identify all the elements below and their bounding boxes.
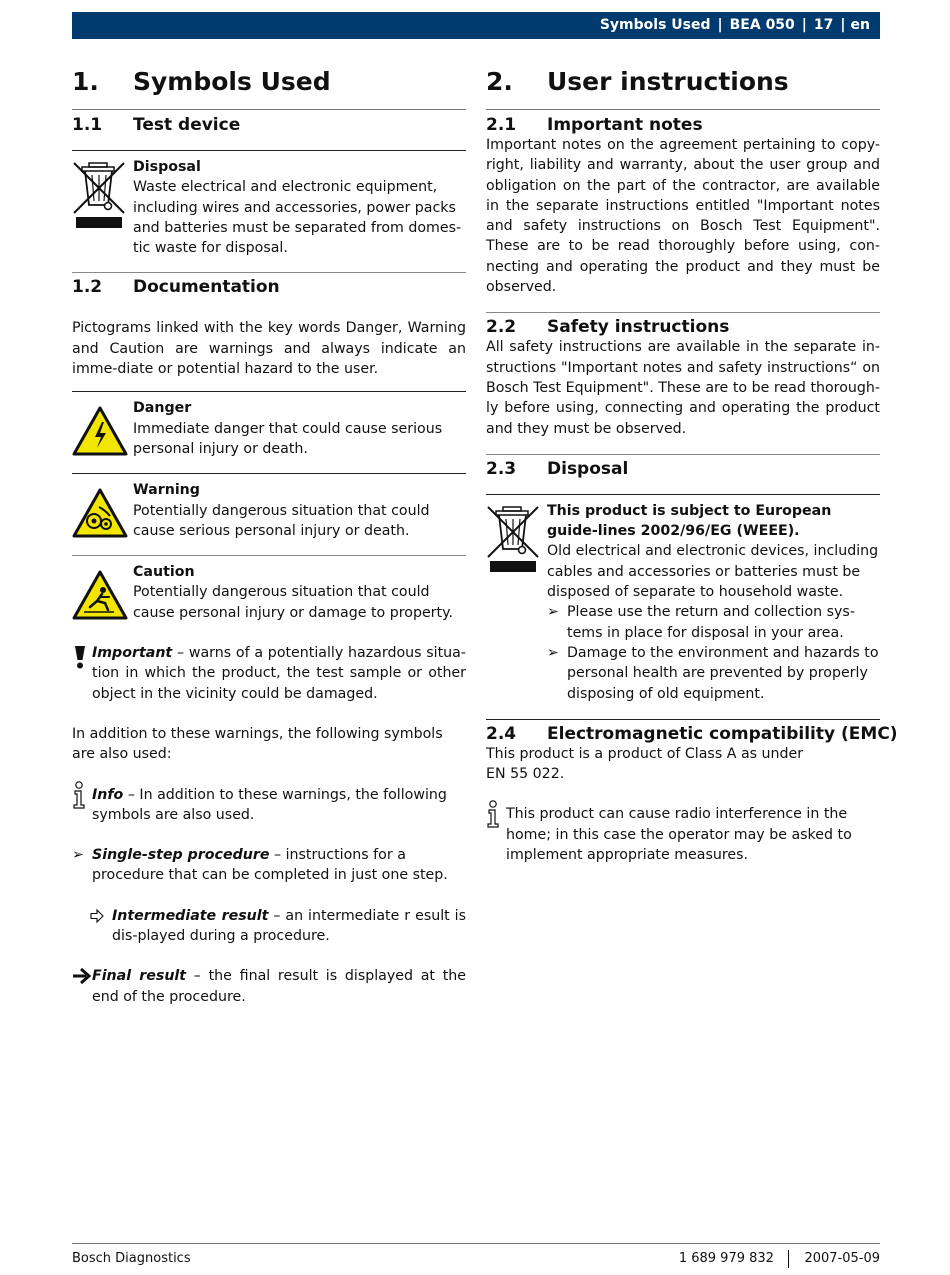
also-used-text: In addition to these warnings, the following symbols are also used:	[72, 725, 443, 763]
emc-info-note	[486, 804, 880, 865]
emc-text-line-1: This product is a product of Class A as under	[486, 745, 804, 762]
single-step-note: ➢ Single-step procedure – instructions for a procedure that can be completed in just one step.	[72, 847, 448, 884]
header-manual: BEA 050	[729, 17, 795, 33]
page-header-bar: Symbols Used | BEA 050 | 17 | en	[72, 12, 880, 39]
list-item: ➢ Please use the return and collection sys-tems in place for disposal in your area.	[547, 604, 855, 641]
pictogram-intro: Pictograms linked with the key words Danger, Warning and Caution are warnings and always indicate an imme-diate or potential hazard to the user.	[72, 320, 466, 378]
important-notes-text: Important notes on the agreement pertaining to copy-right, liability and warranty, about the user group and obligation on the part of the contractor, are available in the separate instructions entitled "Important notes and safety instructions on Bosch Test Equipment". These are to be read thoroughly before using, con-necting and operating the product and they must be observed.	[486, 137, 880, 296]
header-language: en	[850, 17, 870, 33]
section-1-1-heading: 1.1 Test device	[72, 115, 241, 135]
divider	[486, 719, 880, 720]
left-column	[72, 62, 466, 1007]
header-page-number: 17	[813, 17, 834, 33]
warning-title: Warning	[133, 482, 200, 499]
bold-arrow-icon	[72, 966, 91, 992]
divider	[72, 272, 466, 273]
weee-text: Old electrical and electronic devices, including cables and accessories or batteries must be disposed of separate to household waste.	[547, 543, 879, 601]
footer-divider	[72, 1243, 880, 1244]
danger-text: Immediate danger that could cause serious personal injury or death.	[133, 420, 443, 457]
section-2-3-heading: 2.3 Disposal	[486, 458, 629, 479]
divider	[72, 391, 466, 392]
arrowhead-icon: ➢	[72, 847, 84, 864]
weee-bold-text: This product is subject to European guide-lines 2002/96/EG (WEEE).	[547, 502, 832, 540]
final-result-note: Final result – the final result is displayed at the end of the procedure.	[72, 966, 466, 1007]
warning-note	[72, 480, 466, 541]
disposal-note	[72, 157, 466, 258]
footer-doc-info	[679, 1250, 880, 1268]
right-column	[486, 62, 898, 865]
footer-separator	[788, 1250, 790, 1268]
exclamation-icon	[74, 645, 86, 675]
info-icon	[486, 800, 500, 834]
crossed-bin-icon	[72, 161, 126, 235]
safety-instructions-text: All safety instructions are available in the separate in-structions "Important notes and safety instructions“ on Bosch Test Equipment". These are to be read thorough-ly before using, connecting and operating the product and they must be observed.	[486, 339, 880, 437]
section-2-heading: 2. User instructions	[486, 62, 880, 110]
header-section: Symbols Used	[599, 17, 711, 33]
warning-gears-icon	[72, 488, 128, 544]
disposal-title: Disposal	[133, 159, 201, 175]
emc-text-line-2: EN 55 022.	[486, 766, 565, 783]
slip-hazard-icon	[72, 570, 128, 626]
divider	[486, 312, 880, 313]
arrowhead-icon: ➢	[547, 604, 559, 621]
important-note: Important – warns of a potentially hazardous situa-tion in which the product, the test sample or other object in the vicinity could be damaged.	[72, 643, 466, 704]
divider	[486, 454, 880, 455]
footer-doc-number: 1 689 979 832	[678, 1251, 774, 1266]
danger-title: Danger	[133, 400, 192, 417]
section-1-2-heading: 1.2 Documentation	[72, 277, 280, 298]
caution-text: Potentially dangerous situation that could cause personal injury or damage to property.	[133, 584, 453, 621]
info-icon	[72, 781, 86, 815]
crossed-bin-icon	[486, 505, 540, 579]
danger-note	[72, 398, 466, 459]
list-item: ➢ Damage to the environment and hazards to personal health are prevented by properly disposing of old equipment.	[547, 644, 879, 702]
disposal-list	[547, 602, 880, 703]
section-2-1-heading: 2.1 Important notes	[486, 115, 703, 135]
high-voltage-icon	[72, 406, 128, 462]
section-2-4-heading: 2.4 Electromagnetic compatibility (EMC)	[486, 723, 898, 744]
section-2-2-heading: 2.2 Safety instructions	[486, 317, 730, 338]
warning-text: Potentially dangerous situation that could cause serious personal injury or death.	[133, 502, 430, 539]
weee-disposal-note	[486, 501, 880, 704]
divider	[72, 473, 466, 474]
divider	[72, 555, 466, 556]
section-1-heading: 1. Symbols Used	[72, 62, 466, 110]
footer-date: 2007-05-09	[804, 1251, 880, 1266]
caution-title: Caution	[133, 564, 195, 581]
footer-company: Bosch Diagnostics	[72, 1251, 191, 1266]
emc-info-text: This product can cause radio interference in the home; in this case the operator may be asked to implement appropriate measures.	[506, 806, 852, 864]
divider	[72, 150, 466, 151]
arrowhead-icon: ➢	[547, 644, 559, 661]
info-note: Info – In addition to these warnings, the following symbols are also used.	[72, 785, 466, 826]
hollow-arrow-icon	[90, 906, 104, 932]
disposal-text: Waste electrical and electronic equipment, including wires and accessories, power packs and batteries must be separated from domes-tic waste for disposal.	[133, 179, 462, 257]
divider	[486, 494, 880, 495]
caution-note	[72, 562, 466, 623]
intermediate-result-note: Intermediate result – an intermediate r esult is dis-played during a procedure.	[72, 906, 466, 947]
